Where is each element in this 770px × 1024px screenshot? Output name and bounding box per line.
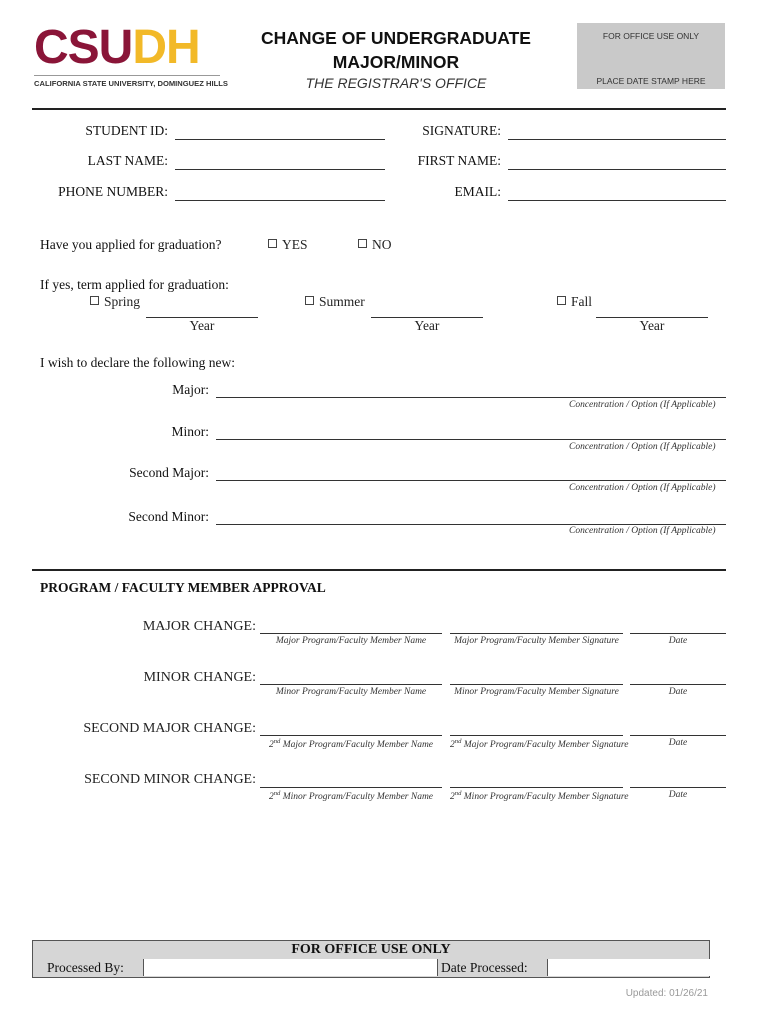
major-signature-caption: Major Program/Faculty Member Signature — [454, 636, 619, 646]
approval-heading: PROGRAM / FACULTY MEMBER APPROVAL — [40, 580, 326, 595]
form-title-line1: CHANGE OF UNDERGRADUATE — [261, 28, 531, 48]
second-major-change-name-field[interactable] — [260, 735, 442, 736]
phone-field[interactable] — [175, 200, 385, 201]
term-question: If yes, term applied for graduation: — [40, 277, 229, 292]
second-minor-concentration-caption: Concentration / Option (If Applicable) — [569, 526, 716, 536]
signature-label: SIGNATURE: — [422, 123, 501, 138]
ordinal-two: 2 — [450, 740, 455, 751]
second-minor-signature-text: Minor Program/Faculty Member Signature — [461, 792, 629, 803]
form-title-line2: MAJOR/MINOR — [332, 52, 460, 72]
office-use-heading: FOR OFFICE USE ONLY — [291, 942, 451, 957]
graduation-question: Have you applied for graduation? — [40, 237, 222, 252]
processed-by-field[interactable] — [143, 959, 438, 976]
signature-field[interactable] — [508, 139, 726, 140]
major-field[interactable] — [216, 397, 726, 398]
summer-option[interactable] — [305, 294, 365, 310]
minor-change-name-field[interactable] — [260, 684, 442, 685]
ordinal-suffix: nd — [273, 790, 281, 797]
header-divider — [32, 108, 726, 110]
ordinal-suffix: nd — [454, 738, 462, 745]
minor-field[interactable] — [216, 439, 726, 440]
major-change-signature-field[interactable] — [450, 633, 623, 634]
minor-change-date-field[interactable] — [630, 684, 726, 685]
student-id-label: STUDENT ID: — [85, 123, 168, 138]
major-name-caption: Major Program/Faculty Member Name — [275, 636, 427, 646]
fall-option[interactable] — [557, 294, 592, 310]
first-name-field[interactable] — [508, 169, 726, 170]
first-name-label: FIRST NAME: — [417, 153, 501, 168]
second-major-signature-caption — [450, 738, 629, 751]
last-name-label: LAST NAME: — [87, 153, 168, 168]
logo — [34, 21, 228, 94]
minor-signature-caption: Minor Program/Faculty Member Signature — [454, 687, 619, 697]
second-major-signature-text: Major Program/Faculty Member Signature — [461, 740, 629, 751]
ordinal-suffix: nd — [454, 790, 462, 797]
phone-label: PHONE NUMBER: — [58, 184, 168, 199]
yes-label: YES — [282, 237, 308, 252]
summer-year-caption: Year — [414, 318, 440, 333]
form-title — [246, 26, 546, 74]
summer-checkbox[interactable] — [305, 296, 314, 305]
date-stamp-box — [577, 23, 725, 89]
email-label: EMAIL: — [454, 184, 501, 199]
second-minor-signature-caption — [450, 790, 629, 803]
second-major-name-caption — [260, 738, 442, 750]
registrar-office: THE REGISTRAR'S OFFICE — [305, 75, 487, 91]
ordinal-two: 2 — [268, 740, 274, 751]
second-minor-change-signature-field[interactable] — [450, 787, 623, 788]
second-minor-change-label: SECOND MINOR CHANGE: — [84, 772, 256, 787]
email-field[interactable] — [508, 200, 726, 201]
second-major-name-text: Major Program/Faculty Member Name — [280, 740, 434, 751]
major-date-caption: Date — [668, 636, 688, 646]
graduation-yes-option[interactable] — [268, 237, 308, 253]
second-minor-field[interactable] — [216, 524, 726, 525]
yes-checkbox[interactable] — [268, 239, 277, 248]
minor-change-label: MINOR CHANGE: — [143, 670, 256, 685]
second-major-change-date-field[interactable] — [630, 735, 726, 736]
minor-date-caption: Date — [668, 687, 688, 697]
summer-label: Summer — [319, 294, 365, 309]
stamp-place-date: PLACE DATE STAMP HERE — [596, 76, 706, 86]
ordinal-two: 2 — [268, 792, 274, 803]
second-minor-change-date-field[interactable] — [630, 787, 726, 788]
ordinal-suffix: nd — [273, 738, 281, 745]
second-minor-change-name-field[interactable] — [260, 787, 442, 788]
major-concentration-caption: Concentration / Option (If Applicable) — [569, 400, 716, 410]
logo-subtitle: CALIFORNIA STATE UNIVERSITY, DOMINGUEZ HILLS — [34, 79, 228, 88]
second-major-concentration-caption: Concentration / Option (If Applicable) — [569, 483, 716, 493]
office-use-box — [32, 940, 710, 978]
major-change-date-field[interactable] — [630, 633, 726, 634]
date-processed-label: Date Processed: — [441, 960, 528, 975]
processed-by-label: Processed By: — [47, 960, 124, 975]
logo-letters-gold: DH — [132, 21, 200, 74]
spring-option[interactable] — [90, 294, 140, 310]
major-change-name-field[interactable] — [260, 633, 442, 634]
ordinal-two: 2 — [450, 792, 455, 803]
minor-change-signature-field[interactable] — [450, 684, 623, 685]
spring-year-caption: Year — [189, 318, 215, 333]
minor-name-caption: Minor Program/Faculty Member Name — [275, 687, 427, 697]
graduation-no-option[interactable] — [358, 237, 392, 253]
fall-year-caption: Year — [639, 318, 665, 333]
major-change-label: MAJOR CHANGE: — [142, 619, 256, 634]
spring-label: Spring — [104, 294, 141, 309]
stamp-office-use: FOR OFFICE USE ONLY — [602, 31, 700, 41]
second-major-change-label: SECOND MAJOR CHANGE: — [83, 721, 256, 736]
minor-concentration-caption: Concentration / Option (If Applicable) — [569, 442, 716, 452]
second-minor-name-text: Minor Program/Faculty Member Name — [280, 792, 434, 803]
second-minor-date-caption: Date — [668, 790, 688, 800]
second-major-date-caption: Date — [668, 738, 688, 748]
second-major-label: Second Major: — [129, 465, 209, 480]
major-label: Major: — [172, 382, 209, 397]
minor-label: Minor: — [171, 424, 209, 439]
no-label: NO — [372, 237, 392, 252]
second-minor-name-caption — [260, 790, 442, 802]
updated-date: Updated: 01/26/21 — [625, 988, 708, 999]
spring-checkbox[interactable] — [90, 296, 99, 305]
second-major-field[interactable] — [216, 480, 726, 481]
second-major-change-signature-field[interactable] — [450, 735, 623, 736]
declare-intro: I wish to declare the following new: — [40, 355, 235, 370]
fall-checkbox[interactable] — [557, 296, 566, 305]
no-checkbox[interactable] — [358, 239, 367, 248]
second-minor-label: Second Minor: — [128, 509, 209, 524]
approval-divider — [32, 569, 726, 571]
student-id-field[interactable] — [175, 139, 385, 140]
date-processed-field[interactable] — [547, 959, 710, 976]
fall-label: Fall — [571, 294, 593, 309]
last-name-field[interactable] — [175, 169, 385, 170]
logo-letters-dark: CSU — [34, 21, 133, 74]
